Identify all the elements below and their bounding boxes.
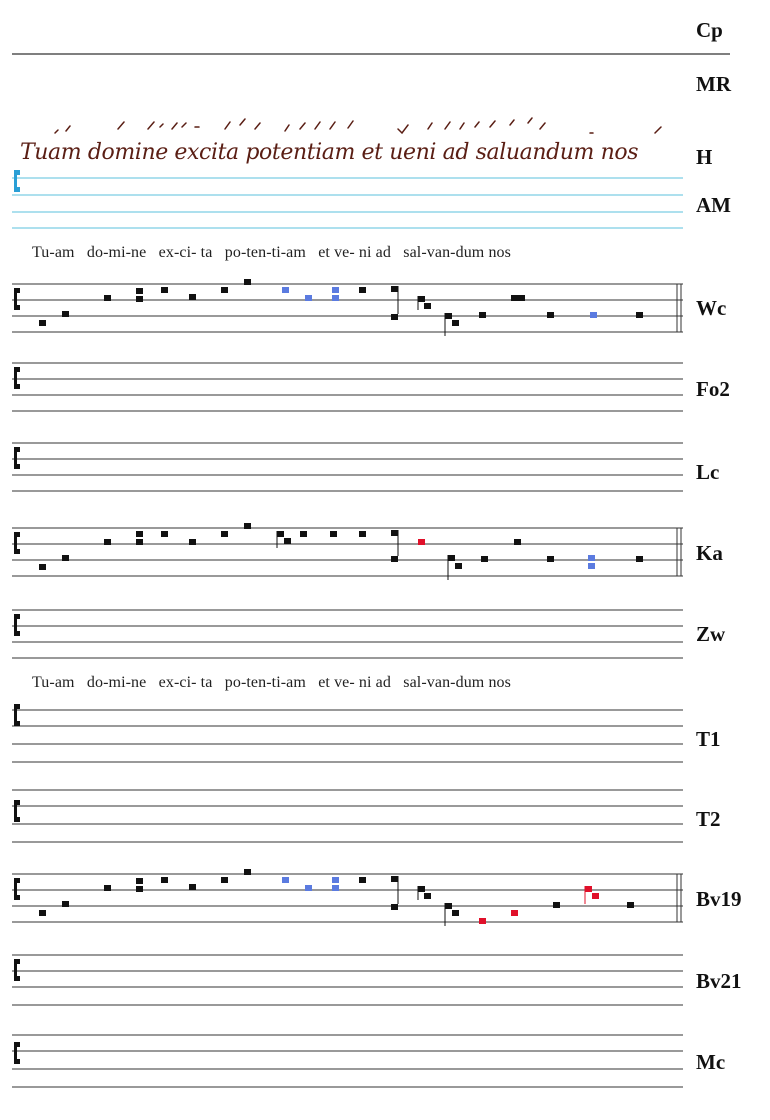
- c-clef-icon: [14, 1042, 20, 1064]
- syllable-group: Tu-am: [32, 244, 75, 261]
- staff-fo2: [0, 355, 690, 417]
- syllable-group: ex-ci- ta: [158, 244, 213, 261]
- c-clef-icon: [14, 704, 20, 726]
- siglum-mc: Mc: [696, 1050, 726, 1074]
- siglum-zw: Zw: [696, 622, 726, 646]
- staff-t2: [0, 780, 690, 850]
- syllable-group: Tu-am: [32, 674, 75, 691]
- c-clef-icon: [14, 959, 20, 981]
- staff-t1: [0, 700, 690, 770]
- syllable-group: do-mi-ne: [86, 244, 147, 261]
- manuscript-text-h: Tuam domine excita potentiam et ueni ad saluandum nos: [20, 140, 639, 165]
- c-clef-icon: [14, 532, 20, 554]
- separator-line: [0, 50, 740, 58]
- c-clef-icon: [14, 800, 20, 822]
- staff-mc: [0, 1025, 690, 1093]
- siglum-mr: MR: [696, 72, 731, 96]
- siglum-h: H: [696, 145, 713, 169]
- syllable-group: ex-ci- ta: [158, 674, 213, 691]
- c-clef-icon: [14, 447, 20, 469]
- syllable-group: et ve- ni ad: [318, 244, 391, 261]
- staff-bv19: [0, 860, 690, 940]
- c-clef-icon: [14, 878, 20, 900]
- lyrics-row-1: [32, 244, 511, 262]
- syllable-group: sal-van-dum nos: [403, 674, 511, 691]
- staff-am: [0, 165, 690, 235]
- syllable-group: sal-van-dum nos: [403, 244, 511, 261]
- staff-ka: [0, 510, 690, 590]
- siglum-bv21: Bv21: [696, 969, 742, 993]
- staff-lc: [0, 435, 690, 497]
- siglum-t1: T1: [696, 727, 721, 751]
- syllable-group: et ve- ni ad: [318, 674, 391, 691]
- c-clef-icon: [14, 614, 20, 636]
- lyrics-row-2: [32, 674, 511, 692]
- siglum-lc: Lc: [696, 460, 720, 484]
- siglum-t2: T2: [696, 807, 721, 831]
- staff-bv21: [0, 945, 690, 1013]
- c-clef-icon: [14, 288, 20, 310]
- syllable-group: po-ten-ti-am: [224, 244, 306, 261]
- siglum-am: AM: [696, 193, 731, 217]
- syllable-group: do-mi-ne: [86, 674, 147, 691]
- c-clef-icon: [14, 170, 20, 192]
- siglum-ka: Ka: [696, 541, 723, 565]
- siglum-wc: Wc: [696, 296, 727, 320]
- siglum-bv19: Bv19: [696, 887, 742, 911]
- syllable-group: po-ten-ti-am: [224, 674, 306, 691]
- siglum-fo2: Fo2: [696, 377, 730, 401]
- siglum-cp: Cp: [696, 18, 723, 42]
- staff-zw: [0, 600, 690, 662]
- staff-wc: [0, 270, 690, 350]
- c-clef-icon: [14, 367, 20, 389]
